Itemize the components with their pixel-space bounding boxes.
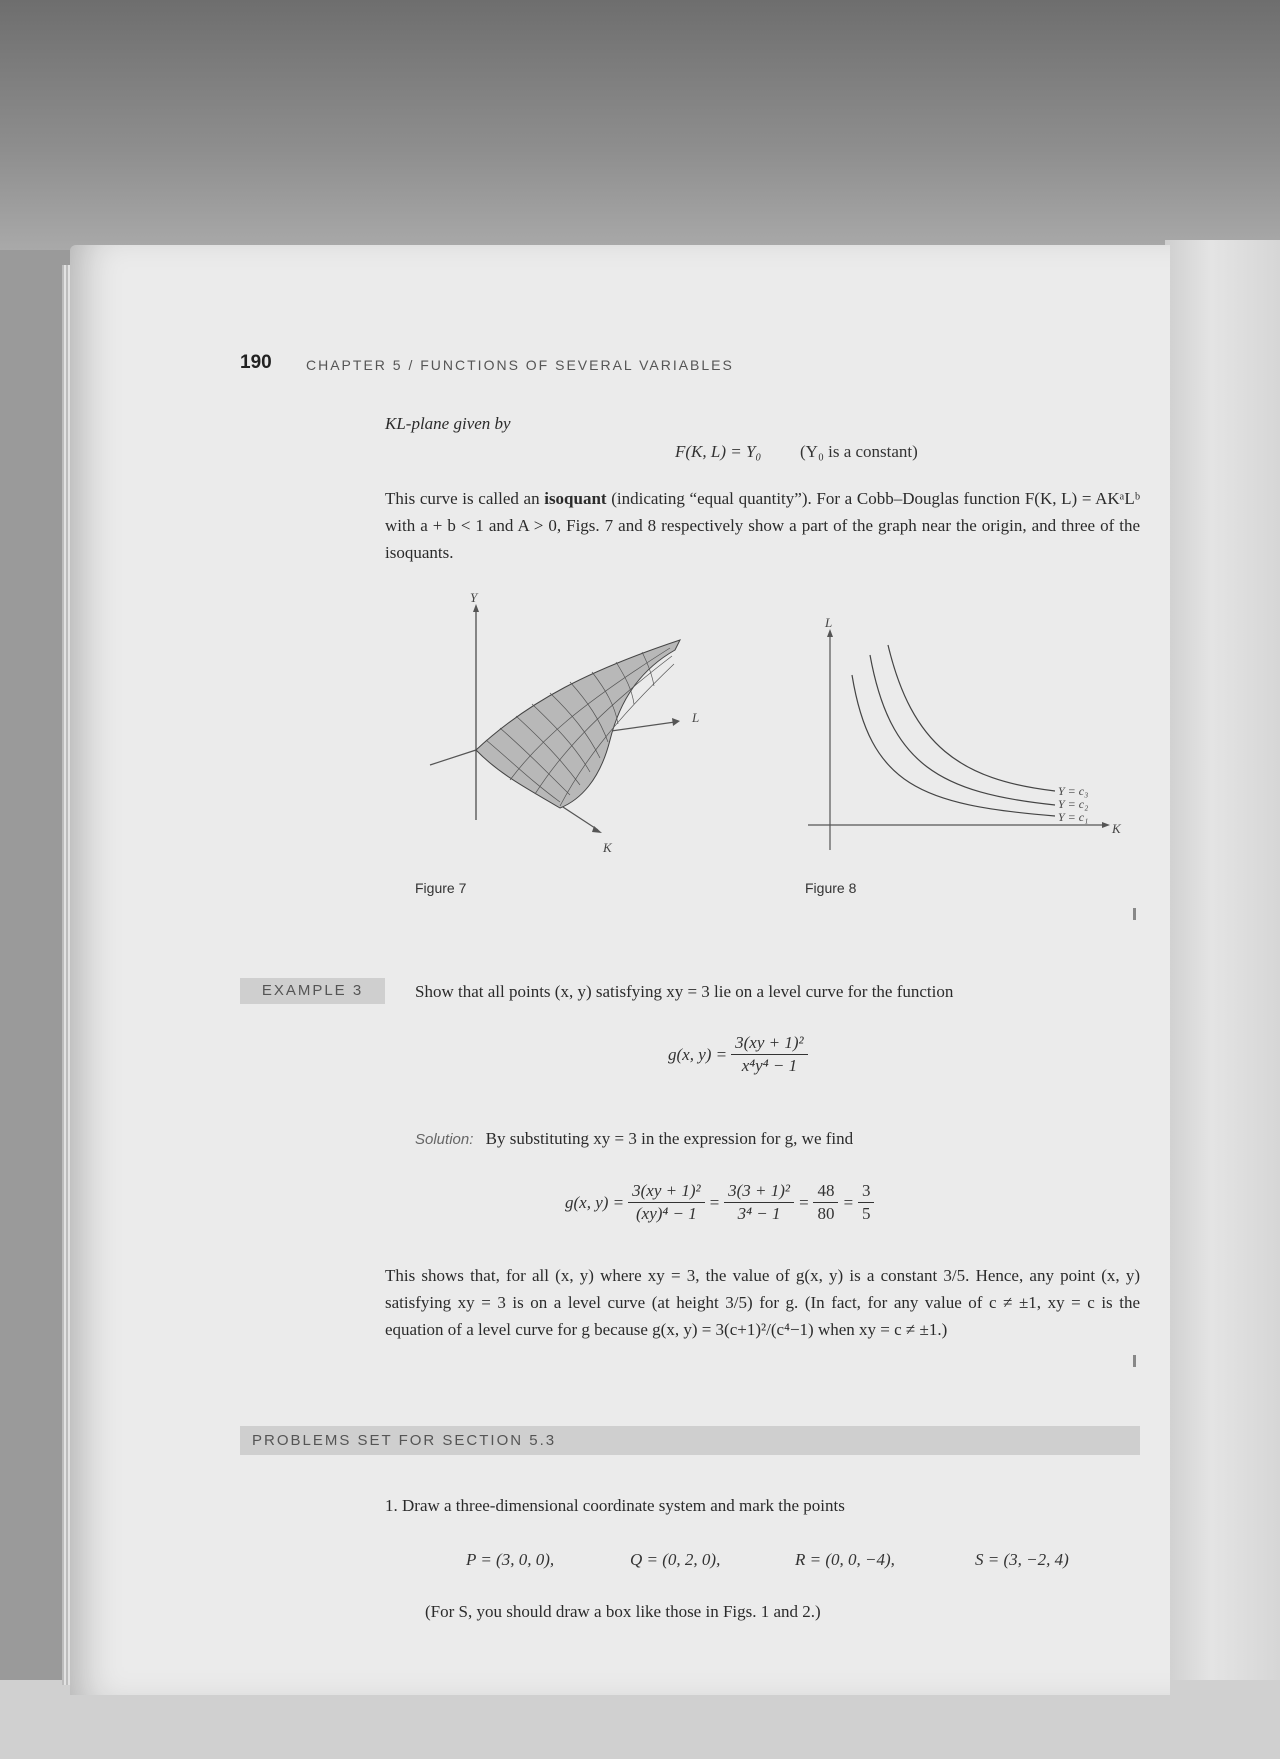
point-p: P = (3, 0, 0),	[466, 1550, 555, 1569]
s-f3-num: 48	[813, 1180, 838, 1203]
example-statement: Show that all points (x, y) satisfying xy = 3 lie on a level curve for the function	[415, 982, 954, 1001]
fig7-l-arrow	[672, 718, 680, 726]
fig7-y-label: Y	[470, 590, 478, 605]
paragraph-post: (indicating “equal quantity”). For a Cobb–Douglas function F(K, L) = AKᵃLᵇ with a + b < 1 and A > 0, Figs. 7 and 8 respectively show a part of the graph near the origin, and three of the isoquants.	[385, 489, 1140, 562]
solution-line	[415, 1125, 853, 1153]
facing-page-edge	[1165, 240, 1280, 1690]
isoquant-term: isoquant	[544, 489, 607, 508]
s-eq-2: =	[798, 1192, 810, 1212]
figure-7-surface-plot	[420, 590, 720, 860]
isoquant-equation: F(K, L) = Y₀	[675, 442, 762, 461]
fig8-curve-c1	[852, 675, 1055, 816]
fig7-l-axis-back	[430, 750, 476, 765]
example-conclusion: This shows that, for all (x, y) where xy = 3, the value of g(x, y) is a constant 3/5. Hence, any point (x, y) satisfying xy = 3 is on a level curve (at height 3/5) for g. (In fact, for any value of c ≠ ±1, xy = c is the equation of a level curve for g because g(x, y) = 3(c+1)²/(c⁴−1) when xy = c ≠ ±1.)	[385, 1266, 1140, 1339]
s-f3-den: 80	[817, 1204, 835, 1223]
fig7-y-arrow	[473, 604, 479, 612]
isoquant-paragraph	[385, 485, 1140, 566]
fig8-curve-label-c3: Y = c₃	[1058, 784, 1089, 798]
solution-text: By substituting xy = 3 in the expression for g, we find	[485, 1129, 854, 1148]
s-f1-num: 3(xy + 1)²	[628, 1180, 704, 1203]
solution-label: Solution:	[415, 1131, 474, 1148]
fig8-k-label: K	[1112, 821, 1121, 836]
figure-7-caption: Figure 7	[415, 880, 467, 896]
figure-8-isoquants	[800, 615, 1140, 865]
s-fraction-3	[813, 1180, 838, 1225]
point-q: Q = (0, 2, 0),	[630, 1550, 721, 1569]
point-r: R = (0, 0, −4),	[795, 1550, 895, 1569]
s-fraction-4	[858, 1180, 875, 1225]
g-numerator: 3(xy + 1)²	[731, 1032, 807, 1055]
point-s: S = (3, −2, 4)	[975, 1550, 1069, 1569]
s-f4-den: 5	[861, 1204, 871, 1223]
s-fraction-1	[628, 1180, 704, 1225]
problems-section-bar: PROBLEMS SET FOR SECTION 5.3	[240, 1426, 1140, 1455]
fig8-l-label: L	[825, 615, 833, 630]
book-page	[70, 245, 1170, 1695]
example-label: EXAMPLE 3	[240, 978, 385, 1004]
fig8-curve-label-c1: Y = c₁	[1058, 810, 1089, 824]
g-lhs: g(x, y) =	[668, 1044, 728, 1064]
page-number: 190	[240, 352, 272, 373]
fig8-l-arrow	[827, 629, 833, 637]
problem-1-note: (For S, you should draw a box like those in Figs. 1 and 2.)	[425, 1602, 821, 1621]
fig7-l-label: L	[692, 710, 700, 725]
s-f4-num: 3	[858, 1180, 875, 1203]
figure-8-caption: Figure 8	[805, 880, 857, 896]
g-denominator: x⁴y⁴ − 1	[741, 1056, 798, 1075]
s-f2-num: 3(3 + 1)²	[724, 1180, 794, 1203]
s-eq-3: =	[842, 1192, 854, 1212]
fig8-curve-c3	[888, 645, 1055, 791]
paragraph-pre: This curve is called an	[385, 489, 545, 508]
margin-tick	[1133, 1355, 1136, 1367]
kl-plane-text: KL-plane given by	[385, 414, 511, 433]
chapter-heading: CHAPTER 5 / FUNCTIONS OF SEVERAL VARIABLES	[306, 357, 734, 373]
fig8-k-arrow	[1102, 822, 1110, 828]
g-definition	[668, 1032, 812, 1077]
g-fraction	[731, 1032, 807, 1077]
s-eq-1: =	[708, 1192, 721, 1212]
fig8-curve-label-c2: Y = c₂	[1058, 797, 1089, 811]
s-f2-den: 3⁴ − 1	[737, 1204, 781, 1223]
s-fraction-2	[724, 1180, 794, 1225]
margin-tick-upper	[1133, 908, 1136, 920]
s-lhs: g(x, y) =	[565, 1192, 625, 1212]
problem-1-text: 1. Draw a three-dimensional coordinate system and mark the points	[385, 1496, 845, 1515]
isoquant-equation-note: (Y₀ is a constant)	[800, 442, 918, 461]
scan-background-top	[0, 0, 1280, 250]
s-f1-den: (xy)⁴ − 1	[635, 1204, 697, 1223]
fig7-k-label: K	[603, 840, 612, 855]
substitution-equation	[565, 1180, 878, 1225]
